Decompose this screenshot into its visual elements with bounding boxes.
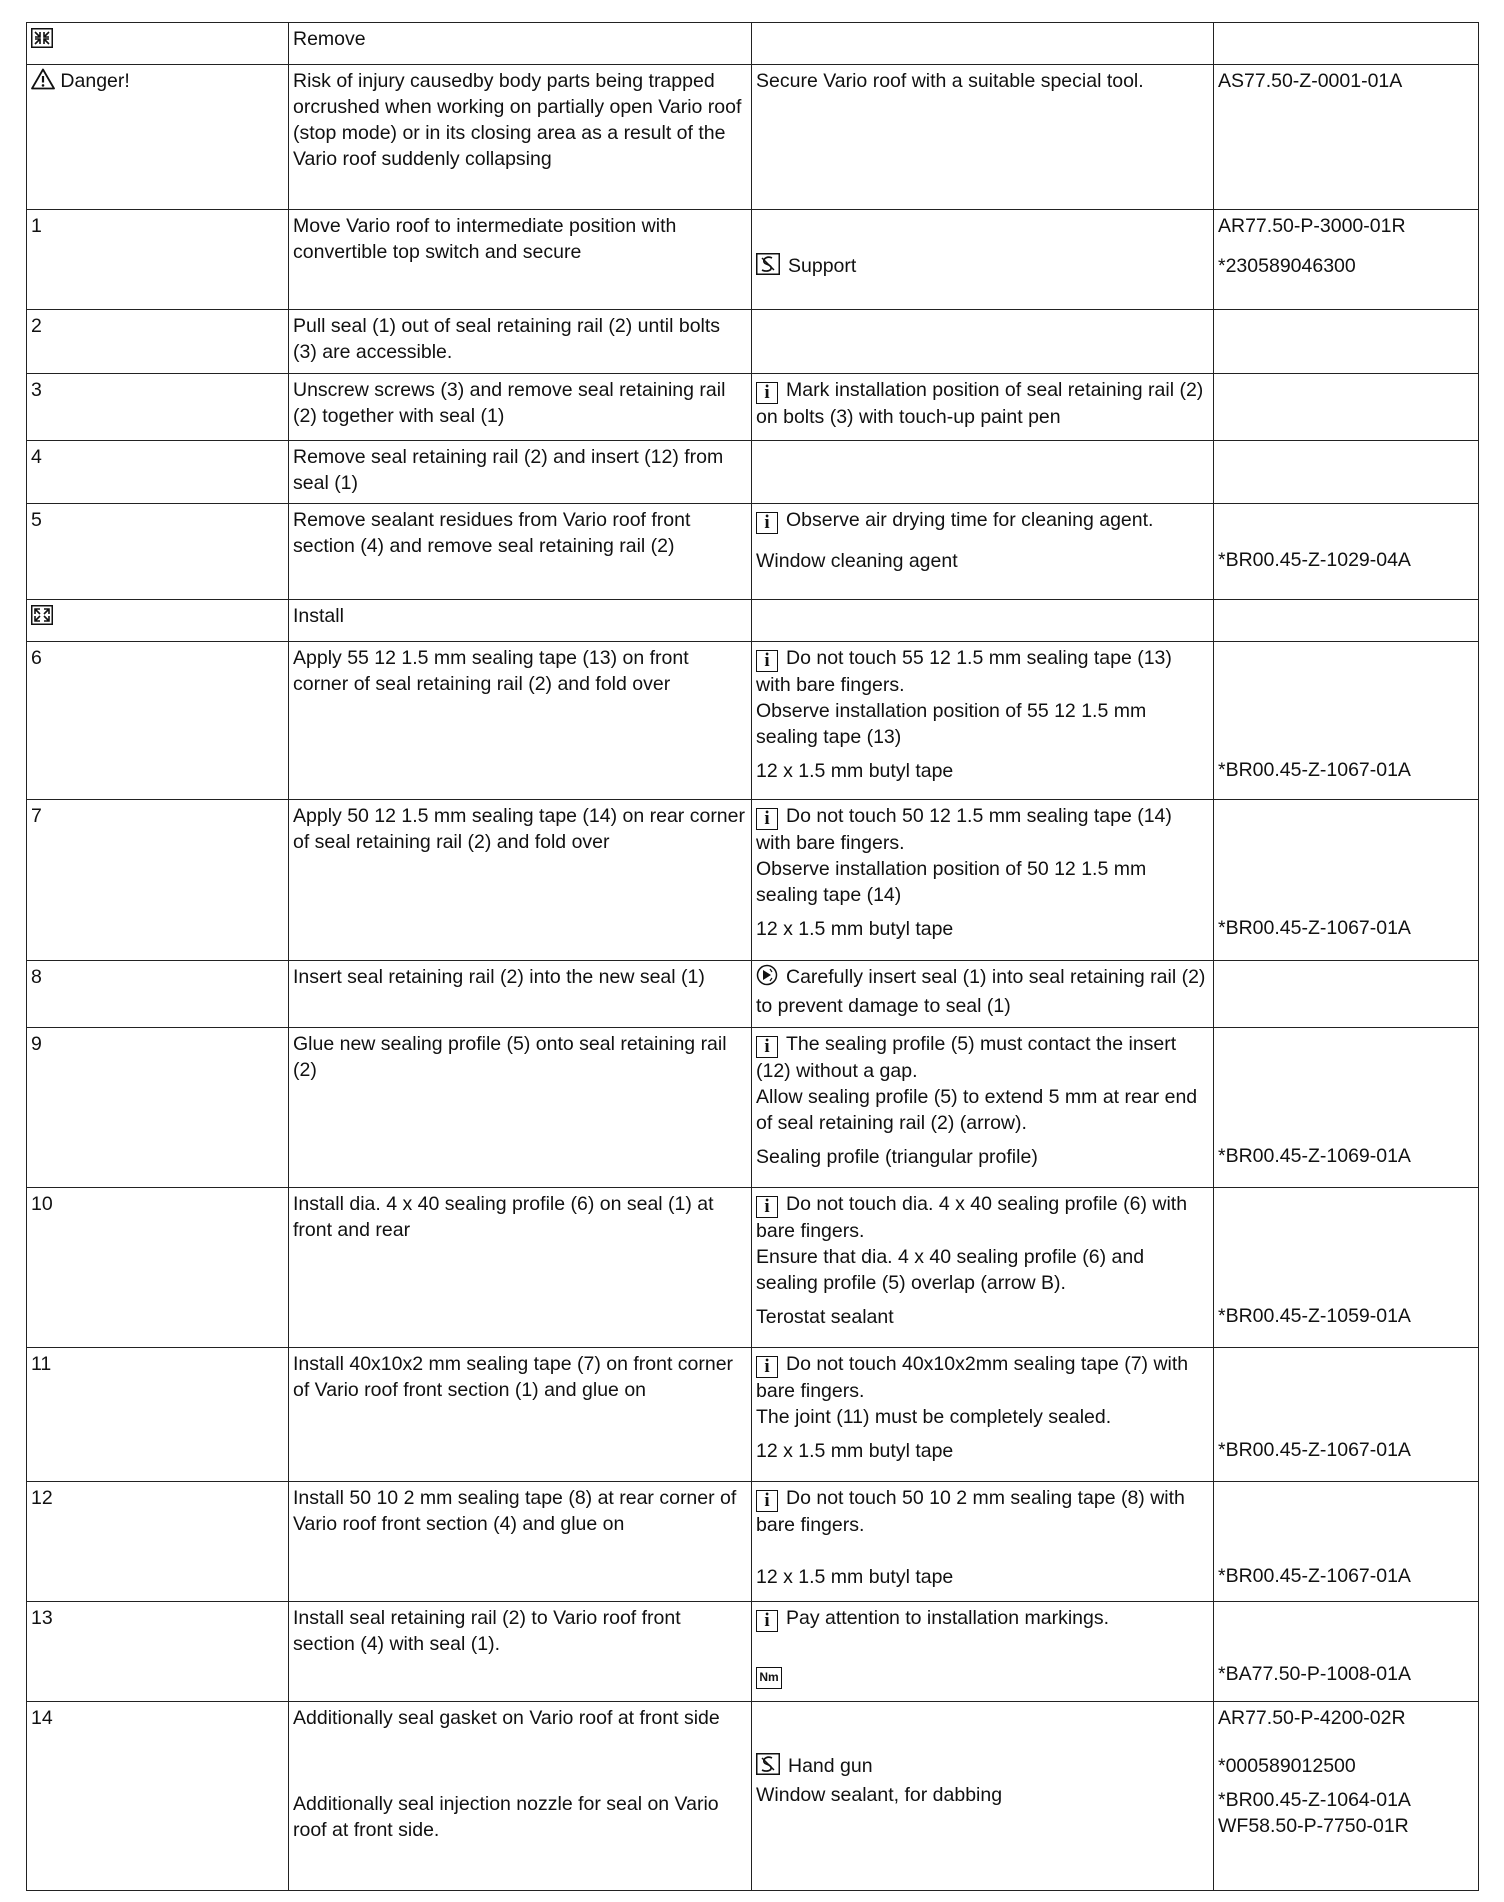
material-label: Window sealant, for dabbing (756, 1784, 1003, 1806)
step-text: Apply 50 12 1.5 mm sealing tape (14) on rear corner of seal retaining rail (2) and fold over (289, 800, 752, 961)
step-number: 10 (27, 1188, 289, 1348)
install-icon (31, 605, 53, 632)
table-row (27, 374, 1479, 441)
step-note: Do not touch dia. 4 x 40 sealing profile (6) with bare fingers. (756, 1193, 1188, 1242)
danger-label: Danger! (60, 70, 130, 92)
material-label: 12 x 1.5 mm butyl tape (756, 1566, 954, 1588)
table-row (27, 310, 1479, 374)
step-number: 4 (27, 441, 289, 504)
info-icon: i (756, 1036, 778, 1058)
material-label: Terostat sealant (756, 1306, 894, 1328)
danger-ref: AS77.50-Z-0001-01A (1214, 65, 1479, 210)
info-icon: i (756, 1356, 778, 1378)
step-text: Insert seal retaining rail (2) into the new seal (1) (289, 961, 752, 1028)
step-number: 8 (27, 961, 289, 1028)
procedure-table (26, 22, 1479, 1891)
table-row (27, 642, 1479, 800)
table-row (27, 1188, 1479, 1348)
step-number: 1 (27, 210, 289, 310)
step-text: Remove sealant residues from Vario roof front section (4) and remove seal retaining rail (2) (289, 504, 752, 600)
info-icon: i (756, 1196, 778, 1218)
step-number: 3 (27, 374, 289, 441)
step-note: Allow sealing profile (5) to extend 5 mm at rear end of seal retaining rail (2) (arrow). (756, 1086, 1198, 1134)
material-label: Window cleaning agent (756, 550, 958, 572)
step-note: Ensure that dia. 4 x 40 sealing profile (6) and sealing profile (5) overlap (arrow B). (756, 1246, 1145, 1294)
ref-code: *BR00.45-Z-1067-01A (1218, 1439, 1411, 1461)
table-row (27, 504, 1479, 600)
step-note: Observe air drying time for cleaning agent. (786, 509, 1154, 531)
step-note: Carefully insert seal (1) into seal retaining rail (2) to prevent damage to seal (1) (756, 966, 1206, 1017)
step-text: Additionally seal gasket on Vario roof at front side (293, 1707, 720, 1729)
ref-code: *000589012500 (1218, 1755, 1356, 1777)
table-row (27, 1482, 1479, 1602)
step-text: Install seal retaining rail (2) to Vario roof front section (4) with seal (1). (289, 1602, 752, 1702)
step-text: Move Vario roof to intermediate position with convertible top switch and secure (289, 210, 752, 310)
special-tool-icon (756, 1753, 780, 1782)
info-icon: i (756, 808, 778, 830)
step-text: Install dia. 4 x 40 sealing profile (6) on seal (1) at front and rear (289, 1188, 752, 1348)
remove-header-label: Remove (289, 23, 752, 65)
step-text: Install 40x10x2 mm sealing tape (7) on front corner of Vario roof front section (1) and glue on (289, 1348, 752, 1482)
step-text: Additionally seal injection nozzle for seal on Vario roof at front side. (293, 1793, 719, 1841)
step-text: Pull seal (1) out of seal retaining rail (2) until bolts (3) are accessible. (289, 310, 752, 374)
special-tool-icon (756, 253, 780, 282)
step-number: 5 (27, 504, 289, 600)
step-note: Observe installation position of 50 12 1.5 mm sealing tape (14) (756, 858, 1147, 906)
step-note: Do not touch 50 12 1.5 mm sealing tape (14) with bare fingers. (756, 805, 1172, 854)
ref-code: *BR00.45-Z-1067-01A (1218, 917, 1411, 939)
table-row (27, 1702, 1479, 1891)
step-number: 9 (27, 1028, 289, 1188)
ref-code: *BR00.45-Z-1029-04A (1218, 549, 1411, 571)
remove-icon (31, 28, 53, 55)
step-number: 6 (27, 642, 289, 800)
step-note: Mark installation position of seal retaining rail (2) on bolts (3) with touch-up paint pen (756, 379, 1204, 428)
step-note: The joint (11) must be completely sealed. (756, 1406, 1112, 1428)
info-icon: i (756, 650, 778, 672)
table-row (27, 961, 1479, 1028)
step-text: Glue new sealing profile (5) onto seal retaining rail (2) (289, 1028, 752, 1188)
step-note: The sealing profile (5) must contact the insert (12) without a gap. (756, 1033, 1177, 1082)
warning-triangle-icon (31, 68, 55, 97)
material-label: 12 x 1.5 mm butyl tape (756, 760, 954, 782)
ref-code: *BR00.45-Z-1064-01A (1218, 1789, 1411, 1811)
info-icon: i (756, 512, 778, 534)
tool-label: Support (788, 255, 857, 277)
ref-code: AR77.50-P-4200-02R (1218, 1707, 1406, 1729)
table-row (27, 210, 1479, 310)
step-note: Do not touch 55 12 1.5 mm sealing tape (13) with bare fingers. (756, 647, 1172, 696)
ref-code: AR77.50-P-3000-01R (1218, 215, 1406, 237)
danger-text: Risk of injury causedby body parts being trapped orcrushed when working on partially open Vario roof (stop mode) or in its closing area as a result of the Vario roof suddenly collapsing (289, 65, 752, 210)
step-text: Remove seal retaining rail (2) and insert (12) from seal (1) (289, 441, 752, 504)
install-header-label: Install (289, 600, 752, 642)
ref-code: *230589046300 (1218, 255, 1356, 277)
table-row-install (27, 600, 1479, 642)
table-row (27, 1028, 1479, 1188)
material-label: 12 x 1.5 mm butyl tape (756, 918, 954, 940)
info-icon: i (756, 382, 778, 404)
step-number: 7 (27, 800, 289, 961)
table-row (27, 1602, 1479, 1702)
step-text: Apply 55 12 1.5 mm sealing tape (13) on front corner of seal retaining rail (2) and fold over (289, 642, 752, 800)
step-note: Do not touch 40x10x2mm sealing tape (7) with bare fingers. (756, 1353, 1189, 1402)
tool-label: Hand gun (788, 1755, 873, 1777)
table-row (27, 441, 1479, 504)
step-note: Pay attention to installation markings. (786, 1607, 1110, 1629)
step-text: Install 50 10 2 mm sealing tape (8) at rear corner of Vario roof front section (4) and glue on (289, 1482, 752, 1602)
step-number: 13 (27, 1602, 289, 1702)
step-note: Do not touch 50 10 2 mm sealing tape (8) with bare fingers. (756, 1487, 1185, 1536)
ref-code: *BA77.50-P-1008-01A (1218, 1663, 1411, 1685)
material-label: 12 x 1.5 mm butyl tape (756, 1440, 954, 1462)
info-icon: i (756, 1490, 778, 1512)
step-number: 12 (27, 1482, 289, 1602)
material-label: Sealing profile (triangular profile) (756, 1146, 1038, 1168)
table-row (27, 1348, 1479, 1482)
step-number: 14 (27, 1702, 289, 1891)
ref-code: *BR00.45-Z-1069-01A (1218, 1145, 1411, 1167)
ref-code: *BR00.45-Z-1067-01A (1218, 759, 1411, 781)
danger-note: Secure Vario roof with a suitable special tool. (752, 65, 1214, 210)
step-number: 2 (27, 310, 289, 374)
table-row-danger (27, 65, 1479, 210)
step-text: Unscrew screws (3) and remove seal retaining rail (2) together with seal (1) (289, 374, 752, 441)
torque-icon: Nm (756, 1667, 782, 1689)
ref-code: *BR00.45-Z-1059-01A (1218, 1305, 1411, 1327)
table-row-remove (27, 23, 1479, 65)
ref-code: WF58.50-P-7750-01R (1218, 1815, 1409, 1837)
step-note: Observe installation position of 55 12 1.5 mm sealing tape (13) (756, 700, 1147, 748)
step-number: 11 (27, 1348, 289, 1482)
ref-code: *BR00.45-Z-1067-01A (1218, 1565, 1411, 1587)
table-row (27, 800, 1479, 961)
caution-icon (756, 964, 778, 993)
info-icon: i (756, 1610, 778, 1632)
